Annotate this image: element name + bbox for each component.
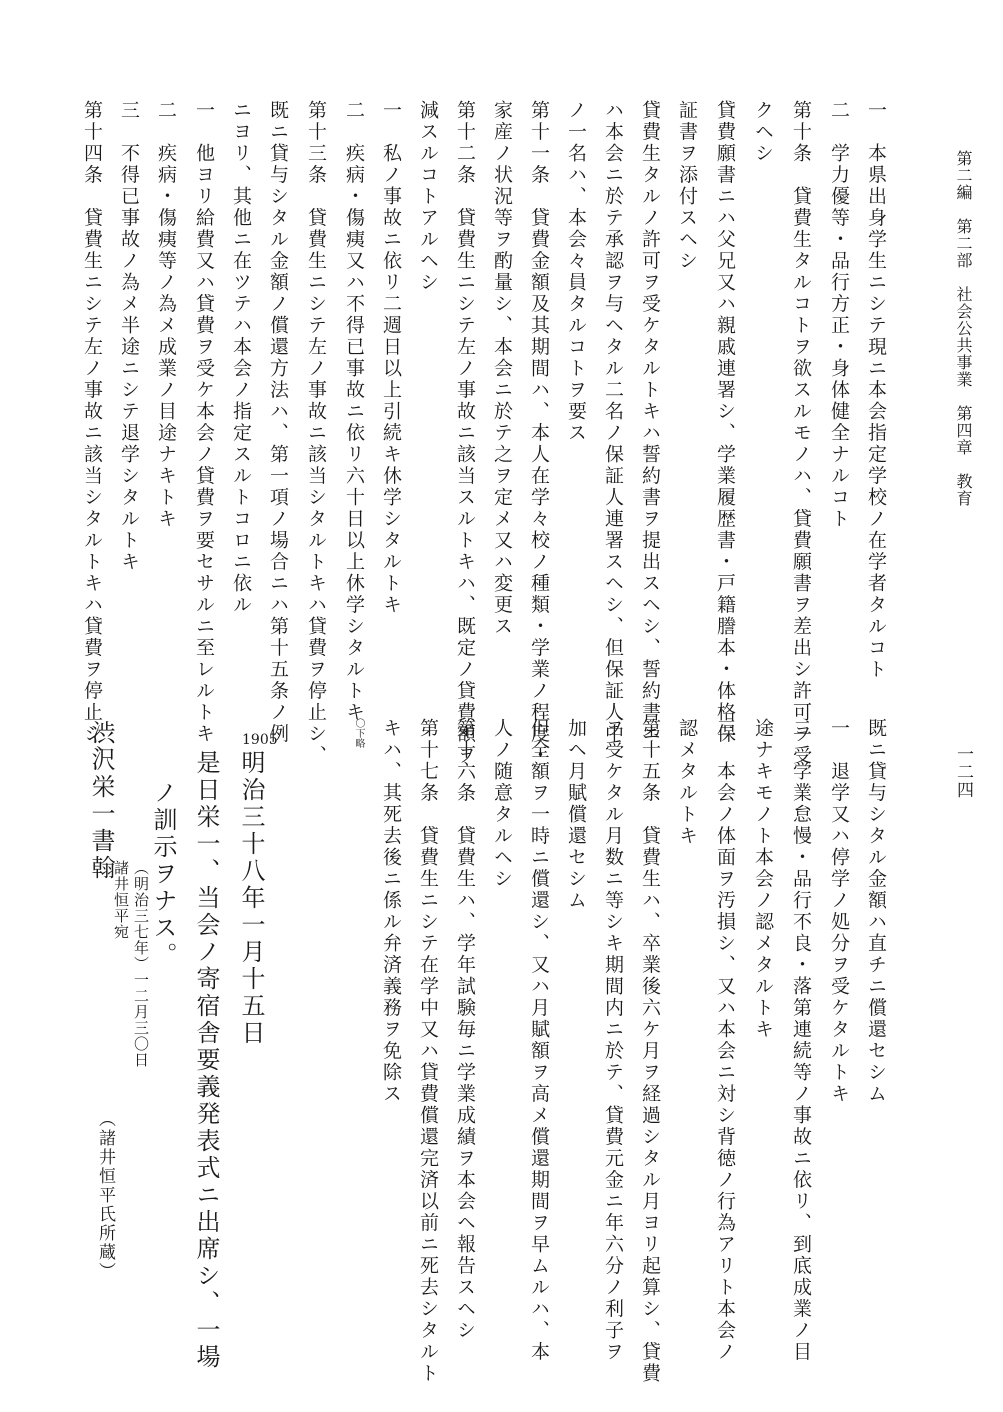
text-line: 人ノ随意タルヘシ <box>491 718 513 890</box>
text-line: ヲ受ケタル月数ニ等シキ期間内ニ於テ、貸費元金ニ年六分ノ利子ヲ <box>602 718 624 1363</box>
text-line: 第十四条 貸費生ニシテ左ノ事故ニ該当シタルトキハ貸費ヲ停止シ、 <box>81 100 103 767</box>
text-line: 証書ヲ添付スヘシ <box>676 100 698 272</box>
text-line: 貸費願書ニハ父兄又ハ親戚連署シ、学業履歴書・戸籍謄本・体格保 <box>714 100 736 745</box>
text-line: 家産ノ状況等ヲ酌量シ、本会ニ於テ之ヲ定メ又ハ変更ス <box>491 100 513 638</box>
text-line: 第十五条 貸費生ハ、卒業後六ケ月ヲ経過シタル月ヨリ起算シ、貸費 <box>639 718 661 1385</box>
letter-date: （明治三七年）一二月三〇日 <box>132 860 150 1068</box>
entry-date: 明治三十八年一月十五日 <box>237 750 265 1047</box>
text-line: 第十六条 貸費生ハ、学年試験毎ニ学業成績ヲ本会ヘ報告スヘシ <box>454 718 476 1342</box>
entry-text: ノ訓示ヲナス。 <box>149 780 177 969</box>
omission-mark: 〇下略 <box>353 718 364 748</box>
text-line: 途ナキモノト本会ノ認メタルトキ <box>752 718 774 1041</box>
page-number: 一二四 <box>953 745 973 799</box>
text-line: 第十三条 貸費生ニシテ左ノ事故ニ該当シタルトキハ貸費ヲ停止シ、 <box>305 100 327 767</box>
text-line: 第十二条 貸費生ニシテ左ノ事故ニ該当スルトキハ、既定ノ貸費額ヲ <box>454 100 476 767</box>
text-line: ニヨリ、其他ニ在ツテハ本会ノ指定スルトコロニ依ル <box>230 100 252 616</box>
text-line: 減スルコトアルヘシ <box>417 100 439 294</box>
text-line: キハ、其死去後ニ係ル弁済義務ヲ免除ス <box>380 718 402 1105</box>
text-line: 一 他ヨリ給費又ハ貸費ヲ受ケ本会ノ貸費ヲ要セサルニ至レルトキ <box>193 100 215 745</box>
text-line: 一 本県出身学生ニシテ現ニ本会指定学校ノ在学者タルコト <box>865 100 887 681</box>
western-year: 1905 <box>242 732 278 748</box>
text-line: 三 不得已事故ノ為メ半途ニシテ退学シタルトキ <box>118 100 140 573</box>
text-line: 認メタルトキ <box>676 718 698 847</box>
letter-recipient: 諸井恒平宛 <box>112 860 130 940</box>
text-line: 三 本会ノ体面ヲ汚損シ、又ハ本会ニ対シ背徳ノ行為アリト本会ノ <box>714 718 736 1363</box>
text-line: 既ニ貸与シタル金額ハ直チニ償還セシム <box>865 718 887 1105</box>
text-line: 貸費生タルノ許可ヲ受ケタルトキハ誓約書ヲ提出スヘシ、誓約書ニ <box>639 100 661 745</box>
text-line: 一 退学又ハ停学ノ処分ヲ受ケタルトキ <box>828 718 850 1105</box>
running-title: 第二編 第二部 社会公共事業 第四章 教育 <box>954 150 973 507</box>
text-line: 二 疾病・傷痍等ノ為メ成業ノ目途ナキトキ <box>155 100 177 530</box>
text-line: 第十七条 貸費生ニシテ在学中又ハ貸費償還完済以前ニ死去シタルト <box>417 718 439 1385</box>
text-line: 二 疾病・傷痍又ハ不得已事故ニ依リ六十日以上休学シタルトキ <box>343 100 365 724</box>
text-line: 二 学業怠慢・品行不良・落第連続等ノ事故ニ依リ、到底成業ノ目 <box>790 718 812 1363</box>
text-line: 但全額ヲ一時ニ償還シ、又ハ月賦額ヲ高メ償還期間ヲ早ムルハ、本 <box>528 718 550 1363</box>
text-line: 既ニ貸与シタル金額ノ償還方法ハ、第一項ノ場合ニハ第十五条ノ例 <box>267 100 289 745</box>
text-line: 第十条 貸費生タルコトヲ欲スルモノハ、貸費願書ヲ差出シ許可ヲ受 <box>790 100 812 767</box>
entry-text: 是日栄一、当会ノ寄宿舎要義発表式ニ出席シ、一場 <box>192 750 220 1371</box>
text-line: ノ一名ハ、本会々員タルコトヲ要ス <box>565 100 587 444</box>
text-line: ハ本会ニ於テ承認ヲ与ヘタル二名ノ保証人連署スヘシ、但保証人中 <box>602 100 624 745</box>
text-line: 加ヘ月賦償還セシム <box>565 718 587 912</box>
text-line: 第十一条 貸費金額及其期間ハ、本人在学々校ノ種類・学業ノ程度・ <box>528 100 550 767</box>
text-line: 一 私ノ事故ニ依リ二週日以上引続キ休学シタルトキ <box>380 100 402 616</box>
text-line: クヘシ <box>752 100 774 165</box>
letter-title: 渋沢栄一書翰 <box>87 720 115 882</box>
source-note: （諸井恒平氏所蔵） <box>95 1110 115 1281</box>
text-line: 二 学力優等・品行方正・身体健全ナルコト <box>828 100 850 530</box>
